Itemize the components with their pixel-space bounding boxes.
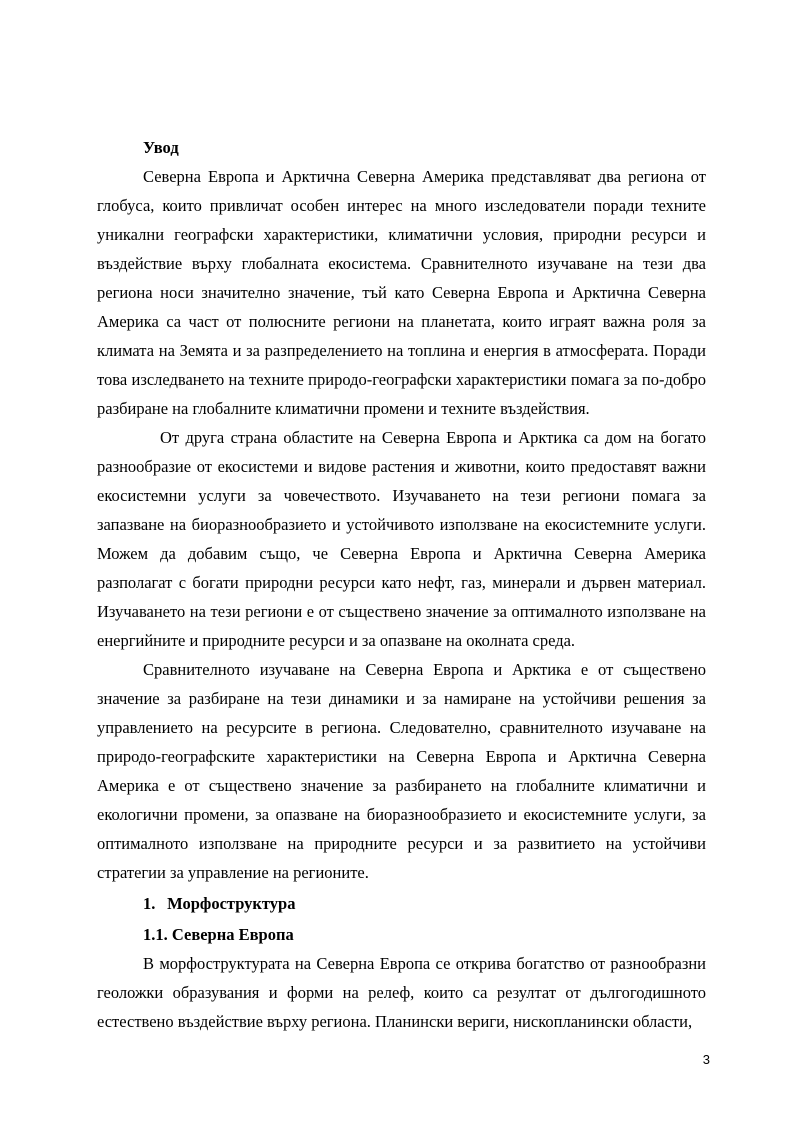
page-content [97,133,706,1036]
page-number: 3 [702,1052,710,1067]
subsection-heading: 1.1. Северна Европа [143,925,294,944]
section-title: Морфоструктура [167,894,296,913]
section-paragraph: В морфоструктурата на Северна Европа се открива богатство от разнообразни геоложки образувания и форми на релеф, които са резултат от дългогодишното естествено въздействие върху региона. Планински вериги, нископланински области, [97,954,706,1031]
section-heading [143,889,706,918]
paragraph-1: Северна Европа и Арктична Северна Америка представляват два региона от глобуса, които привличат особен интерес на много изследователи поради техните уникални географски характеристики, климатични условия, природни ресурси и въздействие върху глобалната екосистема. Сравнителното изучаване на тези два региона носи значително значение, тъй като Северна Европа и Арктична Северна Америка са част от полюсните региони на планетата, които играят важна роля за климата на Земята и за разпределението на топлина и енергия в атмосферата. Поради това изследването на техните природо-географски характеристики помага за по-добро разбиране на глобалните климатични промени и техните въздействия. [97,167,706,418]
section-number: 1. [143,894,156,913]
paragraph-2: От друга страна областите на Северна Европа и Арктика са дом на богато разнообразие от екосистеми и видове растения и животни, които предоставят важни екосистемни услуги за човечеството. Изучаването на тези региони помага за запазване на биоразнообразието и устойчивото използване на екосистемните услуги. Можем да добавим също, че Северна Европа и Арктична Северна Америка разполагат с богати природни ресурси като нефт, газ, минерали и дървен материал. Изучаването на тези региони е от съществено значение за оптималното използване на енергийните и природните ресурси и за опазване на околната среда. [97,428,706,650]
heading-intro: Увод [143,138,179,157]
paragraph-3: Сравнителното изучаване на Северна Европа и Арктика е от съществено значение за разбиране на тези динамики и за намиране на устойчиви решения за управлението на ресурсите в региона. Следователно, сравнителното изучаване на природо-географските характеристики на Северна Европа и Арктична Северна Америка е от съществено значение за разбирането на глобалните климатични и екологични промени, за опазване на биоразнообразието и екосистемните услуги, за оптималното използване на природните ресурси и за развитието на устойчиви стратегии за управление на регионите. [97,660,706,882]
